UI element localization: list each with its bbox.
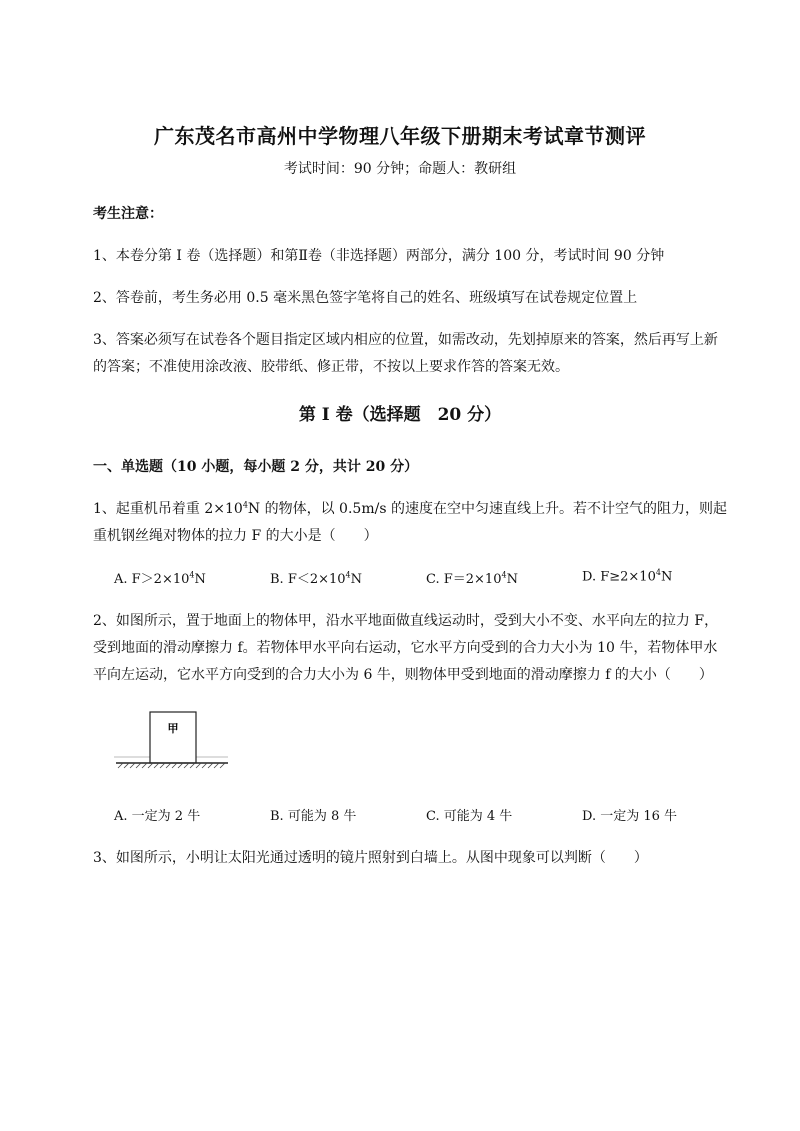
block-on-ground-figure <box>114 708 234 774</box>
page-subtitle: 考试时间：90 分钟；命题人：教研组 <box>283 161 517 177</box>
q2-option-d[interactable]: D. 一定为 16 牛 <box>582 809 678 824</box>
block-jia <box>150 712 196 763</box>
question-3-line-1: 3、如图所示，小明让太阳光通过透明的镜片照射到白墙上。从图中现象可以判断（ ） <box>93 850 648 866</box>
question-2-line-1: 2、如图所示，置于地面上的物体甲，沿水平地面做直线运动时，受到大小不变、水平向左的拉力 F， <box>93 613 719 629</box>
q1-option-c[interactable]: C. $F=2\times 10^4N$ <box>426 570 518 587</box>
page-title: 广东茂名市高州中学物理八年级下册期末考试章节测评 <box>154 124 646 148</box>
part-heading: 一、单选题（10 小题，每小题 2 分，共计 20 分） <box>93 459 419 475</box>
section-title: 第 I 卷（选择题 20 分） <box>298 405 502 425</box>
question-2-line-3: 平向左运动，它水平方向受到的合力大小为 6 牛，则物体甲受到地面的滑动摩擦力 f 的大小（ ） <box>93 667 713 683</box>
q2-option-b[interactable]: B. 可能为 8 牛 <box>270 809 357 824</box>
q1-exponent: 4 <box>242 500 248 510</box>
q1-text-pre: 1、起重机吊着重 2×10 <box>93 501 243 517</box>
question-2-line-2: 受到地面的滑动摩擦力 f。若物体甲水平向右运动，它水平方向受到的合力大小为 10 牛，若物体甲水 <box>93 640 718 656</box>
question-1-line-1 <box>93 498 727 518</box>
figure-svg <box>114 708 234 774</box>
q1-option-b[interactable]: B. $F<2\times 10^4N$ <box>270 570 363 587</box>
question-1-line-2: 重机钢丝绳对物体的拉力 F 的大小是（ ） <box>93 528 378 544</box>
notes-heading: 考生注意： <box>93 206 163 222</box>
note-item-3-cont: 的答案；不准使用涂改液、胶带纸、修正带，不按以上要求作答的答案无效。 <box>93 359 569 375</box>
note-item-1: 1、本卷分第 I 卷（选择题）和第Ⅱ卷（非选择题）两部分，满分 100 分，考试时间 90 分钟 <box>93 248 665 264</box>
q2-option-c[interactable]: C. 可能为 4 牛 <box>426 809 513 824</box>
q1-option-d[interactable]: D. $F\ge 2\times 10^4N$ <box>582 568 673 585</box>
note-item-3: 3、答案必须写在试卷各个题目指定区域内相应的位置，如需改动，先划掉原来的答案，然后再写上新 <box>93 332 718 348</box>
block-label: 甲 <box>167 722 179 735</box>
q1-option-a[interactable]: A. $F>2\times 10^4N$ <box>114 570 206 587</box>
q2-option-a[interactable]: A. 一定为 2 牛 <box>114 809 201 824</box>
q1-text-post: N 的物体，以 0.5m/s 的速度在空中匀速直线上升。若不计空气的阻力，则起 <box>247 501 727 517</box>
note-item-2: 2、答卷前，考生务必用 0.5 毫米黑色签字笔将自己的姓名、班级填写在试卷规定位置上 <box>93 290 638 306</box>
